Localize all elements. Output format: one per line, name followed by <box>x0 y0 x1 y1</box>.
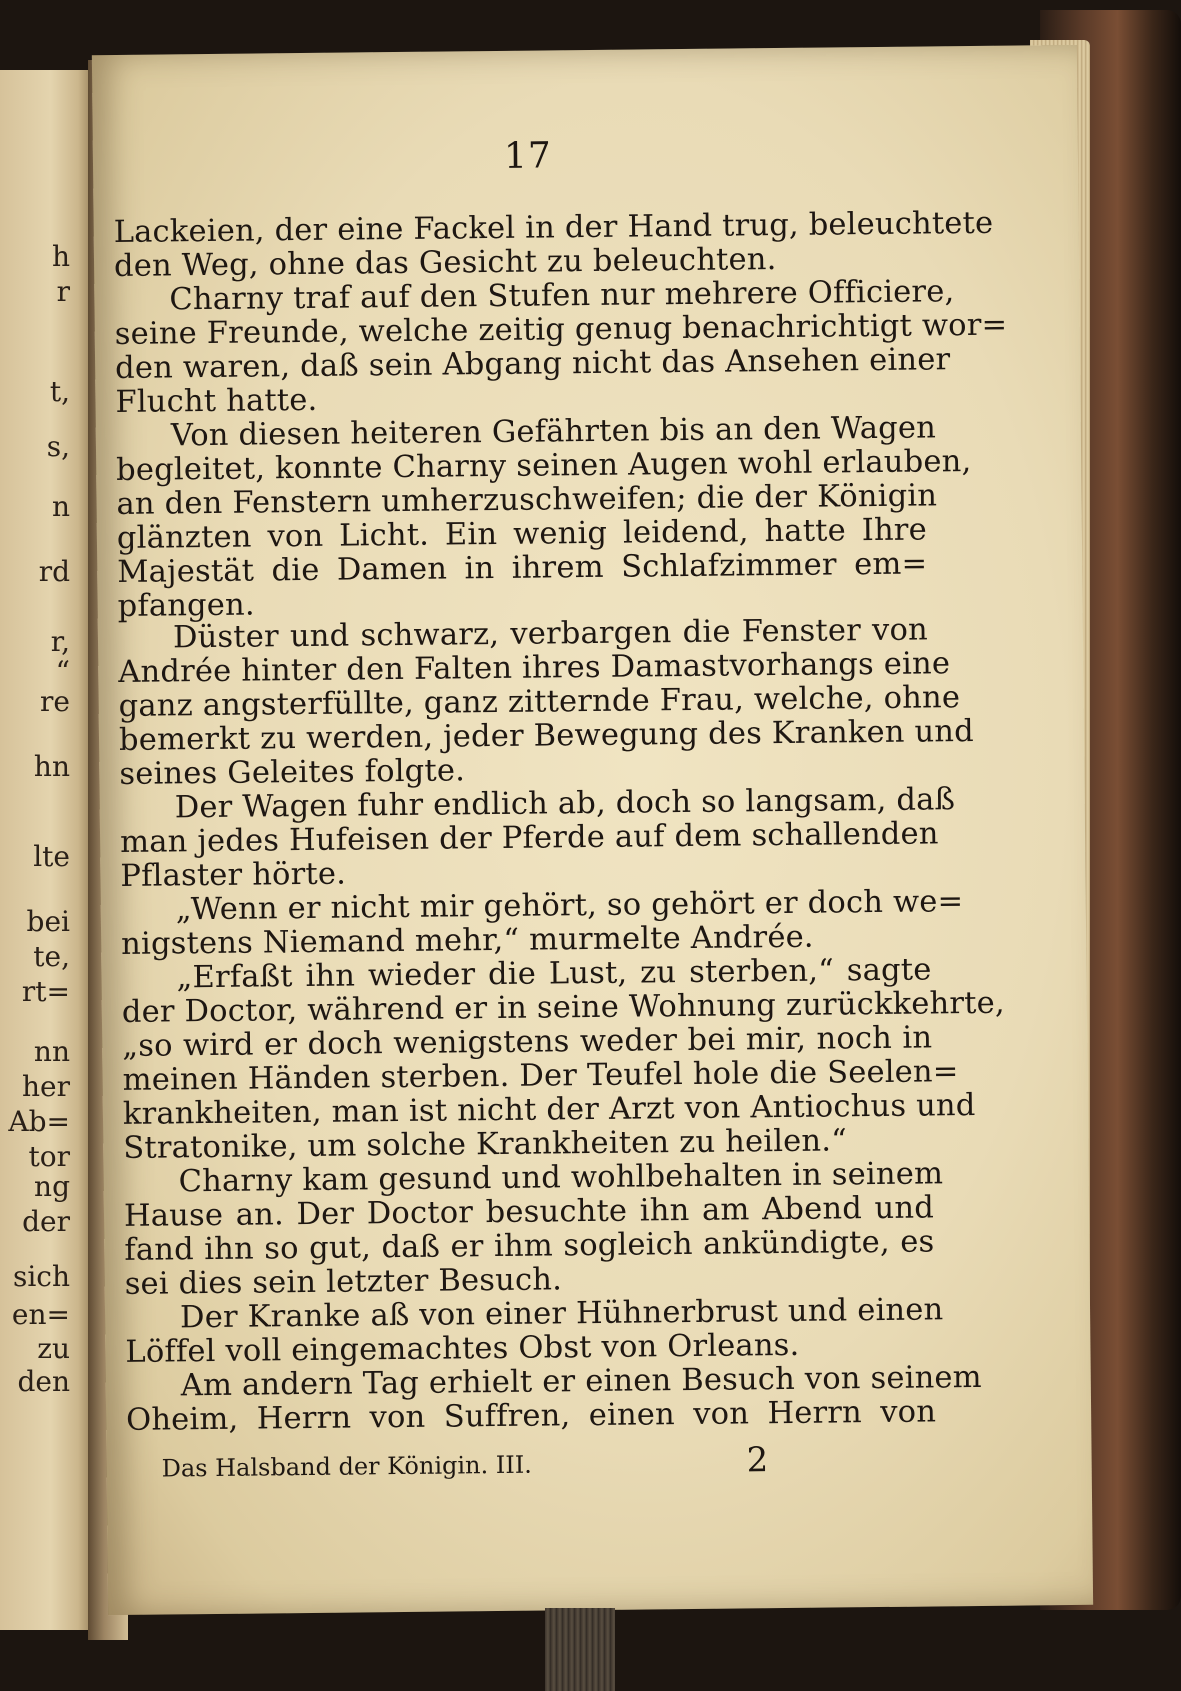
fragment: r, <box>50 625 70 658</box>
text-line: an den Fenstern umherzuschweifen; die der Königin <box>116 478 938 522</box>
text-line: Flucht hatte. <box>115 382 318 420</box>
text-line: Düster und schwarz, verbargen die Fenster von <box>172 612 929 656</box>
text-line: den waren, daß sein Abgang nicht das Ansehen einer <box>114 342 951 386</box>
text-line: glänzten von Licht. Ein wenig leidend, hatte Ihre <box>116 512 928 556</box>
page-number: 17 <box>503 135 553 177</box>
left-page-text-fragments <box>0 70 80 1630</box>
running-footer-title: Das Halsband der Königin. III. <box>161 1450 533 1483</box>
bookmark-ribbon <box>545 1608 615 1691</box>
fragment: Ab= <box>8 1105 70 1138</box>
book-page <box>92 45 1093 1615</box>
fragment: n <box>51 490 70 523</box>
text-line: Hause an. Der Doctor besuchte ihn am Abend und <box>123 1190 935 1234</box>
fragment: den <box>17 1365 70 1398</box>
fragment: hn <box>33 750 70 783</box>
text-line: seine Freunde, welche zeitig genug benachrichtigt wor= <box>114 307 1008 352</box>
fragment: nn <box>33 1035 70 1068</box>
text-line: sei dies sein letzter Besuch. <box>124 1262 563 1302</box>
text-line: pfangen. <box>117 587 255 624</box>
fragment: bei <box>26 905 70 938</box>
fragment: her <box>22 1070 70 1103</box>
text-line: Der Wagen fuhr endlich ab, doch so langsam, daß <box>174 782 956 826</box>
text-line: „so wird er doch wenigstens weder bei mir, noch in <box>122 1020 933 1064</box>
fragment: r <box>56 275 70 308</box>
text-line: „Wenn er nicht mir gehört, so gehört er doch we= <box>175 884 964 928</box>
text-line: Löffel voll eingemachtes Obst von Orleans. <box>125 1327 800 1370</box>
text-line: Majestät die Damen in ihrem Schlafzimmer em= <box>117 546 928 590</box>
text-line: Andrée hinter den Falten ihres Damastvorhangs eine <box>118 646 951 690</box>
text-line: Lackeien, der eine Fackel in der Hand trug, beleuchtete <box>113 205 994 250</box>
fragment: rd <box>38 555 70 588</box>
text-line: meinen Händen sterben. Der Teufel hole die Seelen= <box>122 1054 959 1098</box>
fragment: tor <box>28 1140 70 1173</box>
text-line: bemerkt zu werden, jeder Bewegung des Kranken und <box>118 714 975 758</box>
text-line: ganz angsterfüllte, ganz zitternde Frau, welche, ohne <box>118 680 961 724</box>
fragment: re <box>40 685 70 718</box>
text-line: Charny traf auf den Stufen nur mehrere Officiere, <box>169 274 955 318</box>
text-line: fand ihn so gut, daß er ihm sogleich ankündigte, es <box>124 1224 935 1268</box>
fragment: en= <box>11 1298 70 1331</box>
left-facing-page <box>0 70 92 1630</box>
text-line: Oheim, Herrn von Suffren, einen von Herrn von <box>125 1394 937 1438</box>
fragment: sich <box>12 1260 70 1293</box>
page-text <box>92 45 1093 1615</box>
signature-mark: 2 <box>746 1440 769 1481</box>
text-line: der Doctor, während er in seine Wohnung zurückkehrte, <box>121 985 1005 1030</box>
fragment: s, <box>46 430 70 463</box>
text-line: Von diesen heiteren Gefährten bis an den Wagen <box>170 410 937 454</box>
fragment: rt= <box>21 975 70 1008</box>
fragment: t, <box>49 375 70 408</box>
fragment: lte <box>33 840 70 873</box>
fragment: h <box>51 240 70 273</box>
text-line: Der Kranke aß von einer Hühnerbrust und einen <box>179 1292 944 1336</box>
fragment: te, <box>33 940 70 973</box>
text-line: Pflaster hörte. <box>120 856 347 894</box>
text-line: den Weg, ohne das Gesicht zu beleuchten. <box>113 242 777 284</box>
text-line: seines Geleites folgte. <box>119 753 466 792</box>
fragment: zu <box>37 1332 70 1365</box>
fragment: “ <box>55 655 70 688</box>
fragment: der <box>22 1205 70 1238</box>
text-line: begleitet, konnte Charny seinen Augen wohl erlauben, <box>116 444 972 488</box>
text-line: Am andern Tag erhielt er einen Besuch von seinem <box>180 1359 983 1404</box>
text-line: man jedes Hufeisen der Pferde auf dem schallenden <box>119 816 939 860</box>
text-line: krankheiten, man ist nicht der Arzt von Antiochus und <box>122 1088 976 1132</box>
fragment: ng <box>34 1170 70 1203</box>
text-line: Charny kam gesund und wohlbehalten in seinem <box>178 1156 944 1200</box>
text-line: „Erfaßt ihn wieder die Lust, zu sterben,“ sagte <box>176 952 932 996</box>
text-line: Stratonike, um solche Krankheiten zu heilen.“ <box>123 1123 848 1166</box>
text-line: nigstens Niemand mehr,“ murmelte Andrée. <box>120 919 814 962</box>
